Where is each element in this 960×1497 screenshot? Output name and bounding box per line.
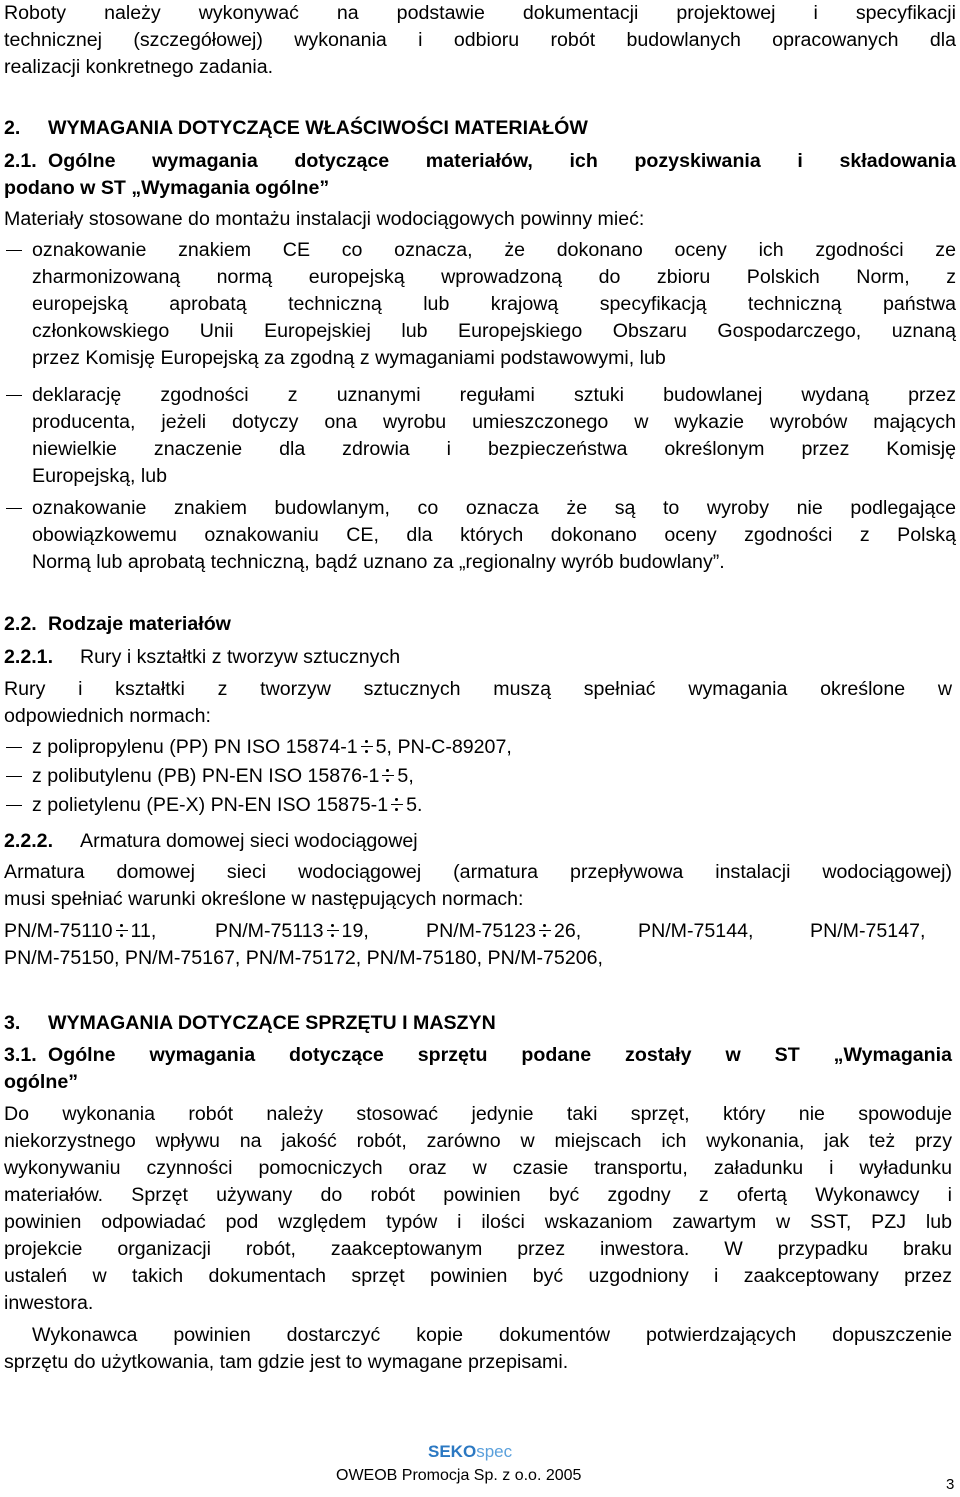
list-item-line: Normą lub aprobatą techniczną, bądź uznano za „regionalny wyrób budowlany”.	[32, 551, 725, 573]
subsection-heading: Armatura domowej sieci wodociągowej	[80, 830, 418, 852]
paragraph-line: odpowiednich normach:	[4, 705, 211, 727]
paragraph-line: powinien odpowiadać pod względem typów i ilości wskazaniom zawartym w SST, PZJ lub	[4, 1211, 952, 1233]
paragraph-line: wykonywaniu czynności pomocniczych oraz w czasie transportu, załadunku i wyładunku	[4, 1157, 952, 1179]
intro-line: realizacji konkretnego zadania.	[4, 56, 274, 78]
division-sign-icon	[326, 923, 340, 939]
bullet-dash	[6, 776, 22, 777]
norm-list: PN/M-75150, PN/M-75167, PN/M-75172, PN/M-75180, PN/M-75206,	[4, 947, 603, 969]
paragraph-line: Wykonawca powinien dostarczyć kopie dokumentów potwierdzających dopuszczenie	[32, 1324, 952, 1346]
norm-list: PN/M-75147,	[810, 920, 926, 942]
list-item-line: producenta, jeżeli dotyczy ona wyrobu umieszczonego w wykazie wyrobów mających	[32, 411, 956, 433]
bullet-dash	[6, 250, 22, 251]
subsection-heading-cont: ogólne”	[4, 1071, 79, 1093]
subsection-number: 3.1.	[4, 1044, 37, 1066]
bullet-dash	[6, 508, 22, 509]
division-sign-icon	[115, 923, 129, 939]
subsection-number: 2.1.	[4, 150, 37, 172]
norm-item: z polietylenu (PE-X) PN-EN ISO 15875-1 5.	[32, 794, 423, 816]
bullet-dash	[6, 747, 22, 748]
list-item-line: oznakowanie znakiem CE co oznacza, że dokonano oceny ich zgodności ze	[32, 239, 956, 261]
division-sign-icon	[381, 768, 395, 784]
intro-line: Roboty należy wykonywać na podstawie dokumentacji projektowej i specyfikacji	[4, 2, 956, 24]
subsection-heading: Rury i kształtki z tworzyw sztucznych	[80, 646, 401, 668]
section-number: 2.	[4, 117, 21, 139]
subsection-heading: Ogólne wymagania dotyczące sprzętu podane zostały w ST „Wymagania	[48, 1044, 952, 1066]
list-item-line: niewielkie znaczenie dla zdrowia i bezpieczeństwa określonym przez Komisję	[32, 438, 956, 460]
division-sign-icon	[538, 923, 552, 939]
page-number: 3	[946, 1476, 955, 1493]
section-heading: WYMAGANIA DOTYCZĄCE SPRZĘTU I MASZYN	[48, 1012, 496, 1034]
norm-list: PN/M-75110 11,	[4, 920, 157, 942]
subsection-number: 2.2.1.	[4, 646, 54, 668]
paragraph-line: Rury i kształtki z tworzyw sztucznych muszą spełniać wymagania określone w	[4, 678, 952, 700]
bullet-dash	[6, 805, 22, 806]
paragraph-line: projekcie organizacji robót, zaakceptowanym przez inwestora. W przypadku braku	[4, 1238, 952, 1260]
list-item-line: zharmonizowaną normą europejską wprowadzoną do zbioru Polskich Norm, z	[32, 266, 956, 288]
norm-list: PN/M-75123 26,	[426, 920, 582, 942]
paragraph-line: Armatura domowej sieci wodociągowej (armatura przepływowa instalacji wodociągowej)	[4, 861, 952, 883]
sekospec-logo: SEKOspec	[428, 1442, 513, 1461]
list-item-line: Europejską, lub	[32, 465, 168, 487]
norm-item: z polibutylenu (PB) PN-EN ISO 15876-1 5,	[32, 765, 414, 787]
list-item-line: oznakowanie znakiem budowlanym, co oznacza że są to wyroby nie podlegające	[32, 497, 956, 519]
paragraph-line: niekorzystnego wpływu na jakość robót, zarówno w miejscach ich wykonania, jak też przy	[4, 1130, 952, 1152]
list-item-line: obowiązkowemu oznakowaniu CE, dla których dokonano oceny zgodności z Polską	[32, 524, 956, 546]
paragraph-line: musi spełniać warunki określone w następujących normach:	[4, 888, 524, 910]
norm-item: z polipropylenu (PP) PN ISO 15874-1 5, PN-C-89207,	[32, 736, 512, 758]
subsection-heading: Rodzaje materiałów	[48, 613, 231, 635]
list-item-line: przez Komisję Europejską za zgodną z wymaganiami podstawowymi, lub	[32, 347, 666, 369]
subsection-heading: Ogólne wymagania dotyczące materiałów, ich pozyskiwania i składowania	[48, 150, 956, 172]
subsection-number: 2.2.2.	[4, 830, 54, 852]
paragraph-line: inwestora.	[4, 1292, 94, 1314]
paragraph-line: Do wykonania robót należy stosować jedynie taki sprzęt, który nie spowoduje	[4, 1103, 952, 1125]
footer-company: OWEOB Promocja Sp. z o.o. 2005	[336, 1467, 582, 1484]
list-item-line: europejską aprobatą techniczną lub krajową specyfikacją techniczną państwa	[32, 293, 956, 315]
division-sign-icon	[390, 797, 404, 813]
section-heading: WYMAGANIA DOTYCZĄCE WŁAŚCIWOŚCI MATERIAŁÓW	[48, 117, 588, 139]
paragraph-line: materiałów. Sprzęt używany do robót powinien być zgodny z ofertą Wykonawcy i	[4, 1184, 952, 1206]
norm-list: PN/M-75113 19,	[215, 920, 369, 942]
list-item-line: członkowskiego Unii Europejskiej lub Europejskiego Obszaru Gospodarczego, uznaną	[32, 320, 956, 342]
section-number: 3.	[4, 1012, 21, 1034]
intro-line: technicznej (szczegółowej) wykonania i odbioru robót budowlanych opracowanych dla	[4, 29, 956, 51]
division-sign-icon	[360, 739, 374, 755]
paragraph-line: ustaleń w takich dokumentach sprzęt powinien być uzgodniony i zaakceptowany przez	[4, 1265, 952, 1287]
subsection-heading-cont: podano w ST „Wymagania ogólne”	[4, 177, 330, 199]
norm-list: PN/M-75144,	[638, 920, 754, 942]
list-item-line: deklarację zgodności z uznanymi regułami sztuki budowlanej wydaną przez	[32, 384, 956, 406]
paragraph-line: Materiały stosowane do montażu instalacji wodociągowych powinny mieć:	[4, 208, 645, 230]
paragraph-line: sprzętu do użytkowania, tam gdzie jest to wymagane przepisami.	[4, 1351, 569, 1373]
subsection-number: 2.2.	[4, 613, 37, 635]
bullet-dash	[6, 395, 22, 396]
